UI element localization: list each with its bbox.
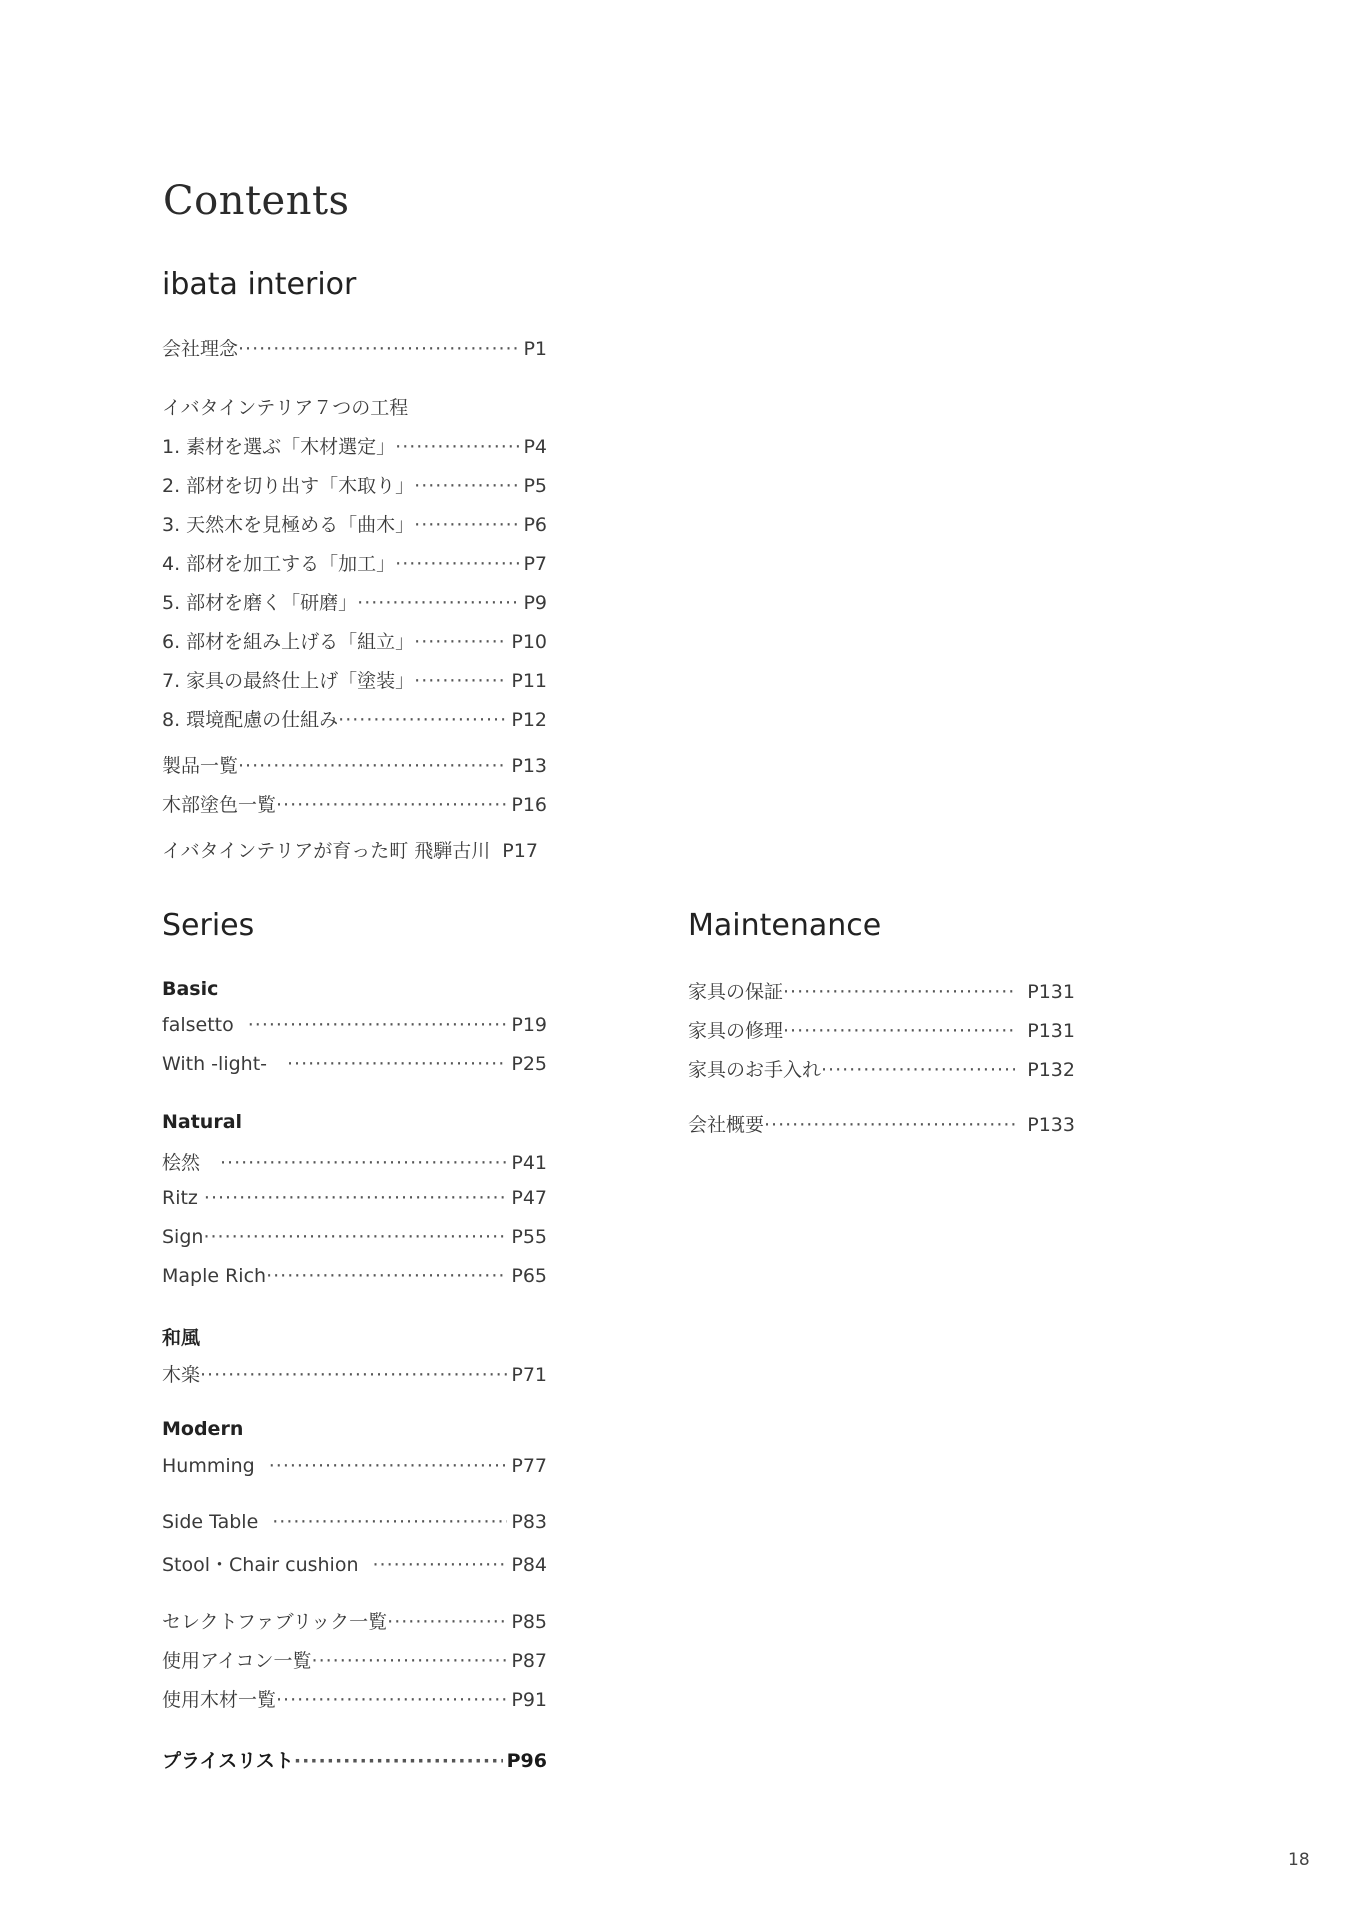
toc-entry-care[interactable] xyxy=(688,1055,1075,1082)
toc-page: P55 xyxy=(511,1226,547,1248)
toc-page: P87 xyxy=(511,1650,547,1672)
leader-dots xyxy=(414,631,507,653)
toc-page: P71 xyxy=(511,1364,547,1386)
toc-page: P13 xyxy=(511,755,547,777)
toc-entry-product-list[interactable] xyxy=(162,751,547,778)
toc-label: falsetto xyxy=(162,1014,234,1036)
toc-entry-repair[interactable] xyxy=(688,1016,1075,1043)
toc-page: P91 xyxy=(511,1689,547,1711)
leader-dots xyxy=(387,1611,507,1633)
leader-dots xyxy=(204,1187,507,1209)
toc-label: 8. 環境配慮の仕組み xyxy=(162,709,339,731)
toc-label: イバタインテリアが育った町 飛騨古川 xyxy=(162,840,491,862)
toc-label: 桧然 xyxy=(162,1152,201,1174)
leader-dots xyxy=(357,592,519,614)
toc-entry-wood-colors[interactable] xyxy=(162,790,547,817)
toc-entry-falsetto[interactable] xyxy=(162,1014,547,1036)
toc-label: 7. 家具の最終仕上げ「塗装」 xyxy=(162,670,415,692)
toc-page: P9 xyxy=(523,592,547,614)
toc-page: P65 xyxy=(511,1265,547,1287)
toc-page: P10 xyxy=(511,631,547,653)
section-heading-series: Series xyxy=(162,908,255,943)
toc-label: 3. 天然木を見極める「曲木」 xyxy=(162,514,415,536)
toc-label: 6. 部材を組み上げる「組立」 xyxy=(162,631,415,653)
toc-entry-side-table[interactable] xyxy=(162,1511,547,1533)
toc-entry-fabric-list[interactable] xyxy=(162,1607,547,1634)
leader-dots xyxy=(414,475,519,497)
leader-dots xyxy=(287,1053,507,1075)
process-heading: イバタインテリア７つの工程 xyxy=(162,397,409,419)
leader-dots xyxy=(266,1265,507,1287)
toc-page: P131 xyxy=(1027,1020,1075,1042)
toc-page: P17 xyxy=(502,840,538,862)
toc-entry-process-1[interactable] xyxy=(162,432,547,459)
toc-entry-process-3[interactable] xyxy=(162,510,547,537)
toc-entry-process-7[interactable] xyxy=(162,666,547,693)
subheading-natural: Natural xyxy=(162,1111,243,1133)
toc-page: P77 xyxy=(511,1455,547,1477)
section-heading-maintenance: Maintenance xyxy=(688,908,882,943)
toc-label: 木部塗色一覧 xyxy=(162,794,277,816)
toc-label: Stool・Chair cushion xyxy=(162,1554,359,1576)
leader-dots xyxy=(200,1364,507,1386)
leader-dots xyxy=(395,553,519,575)
toc-entry-kiraku[interactable] xyxy=(162,1360,547,1387)
toc-label: 会社概要 xyxy=(688,1114,765,1136)
leader-dots xyxy=(764,1114,1015,1136)
toc-label: 使用木材一覧 xyxy=(162,1689,277,1711)
leader-dots xyxy=(414,514,519,536)
toc-entry-humming[interactable] xyxy=(162,1455,547,1477)
toc-page: P6 xyxy=(523,514,547,536)
toc-entry-process-6[interactable] xyxy=(162,627,547,654)
leader-dots xyxy=(414,670,507,692)
toc-label: 家具の保証 xyxy=(688,981,784,1003)
toc-label: プライスリスト xyxy=(162,1750,294,1772)
toc-page: P7 xyxy=(523,553,547,575)
toc-entry-maple-rich[interactable] xyxy=(162,1265,547,1287)
toc-entry-with-light[interactable] xyxy=(162,1053,547,1075)
toc-entry-process-8[interactable] xyxy=(162,705,547,732)
toc-label: 製品一覧 xyxy=(162,755,239,777)
toc-page: P96 xyxy=(506,1750,547,1772)
toc-label: Humming xyxy=(162,1455,255,1477)
toc-page: P12 xyxy=(511,709,547,731)
toc-label: 会社理念 xyxy=(162,338,239,360)
leader-dots xyxy=(238,755,507,777)
toc-entry-process-4[interactable] xyxy=(162,549,547,576)
leader-dots xyxy=(238,338,519,360)
leader-dots xyxy=(312,1650,508,1672)
toc-label: 家具の修理 xyxy=(688,1020,784,1042)
section-heading-ibata-interior: ibata interior xyxy=(162,267,357,302)
toc-page: P41 xyxy=(511,1152,547,1174)
toc-entry-process-2[interactable] xyxy=(162,471,547,498)
toc-label: 1. 素材を選ぶ「木材選定」 xyxy=(162,436,396,458)
toc-entry-ritz[interactable] xyxy=(162,1187,547,1209)
toc-entry-hometown[interactable] xyxy=(162,836,547,863)
toc-entry-sign[interactable] xyxy=(162,1226,547,1248)
toc-label: 5. 部材を磨く「研磨」 xyxy=(162,592,358,614)
leader-dots xyxy=(373,1554,508,1576)
leader-dots xyxy=(276,794,507,816)
toc-label: 木楽 xyxy=(162,1364,201,1386)
toc-page: P16 xyxy=(511,794,547,816)
page-number: 18 xyxy=(1288,1850,1310,1870)
toc-page: P47 xyxy=(511,1187,547,1209)
leader-dots xyxy=(220,1152,507,1174)
subheading-basic: Basic xyxy=(162,978,219,1000)
leader-dots xyxy=(395,436,519,458)
toc-entry-hinoki[interactable] xyxy=(162,1148,547,1175)
toc-label: 4. 部材を加工する「加工」 xyxy=(162,553,396,575)
subheading-wafu: 和風 xyxy=(162,1327,201,1349)
toc-label: With -light- xyxy=(162,1053,268,1075)
toc-label: 家具のお手入れ xyxy=(688,1059,822,1081)
toc-label: セレクトファブリック一覧 xyxy=(162,1611,388,1633)
toc-page: P84 xyxy=(511,1554,547,1576)
toc-page: P85 xyxy=(511,1611,547,1633)
toc-entry-stool-cushion[interactable] xyxy=(162,1550,547,1577)
toc-label: 使用アイコン一覧 xyxy=(162,1650,312,1672)
toc-page: P25 xyxy=(511,1053,547,1075)
toc-page: P19 xyxy=(511,1014,547,1036)
leader-dots xyxy=(248,1014,508,1036)
leader-dots xyxy=(203,1226,507,1248)
toc-page: P1 xyxy=(523,338,547,360)
toc-page: P4 xyxy=(523,436,547,458)
toc-label: Ritz xyxy=(162,1187,198,1209)
toc-entry-wood-list[interactable] xyxy=(162,1685,547,1712)
toc-page: P132 xyxy=(1027,1059,1075,1081)
toc-label: Maple Rich xyxy=(162,1265,267,1287)
toc-entry-pricelist[interactable] xyxy=(162,1746,547,1773)
toc-page: P83 xyxy=(511,1511,547,1533)
toc-label: Sign xyxy=(162,1226,204,1248)
toc-page: P131 xyxy=(1027,981,1075,1003)
leader-dots xyxy=(783,981,1015,1003)
leader-dots xyxy=(272,1511,507,1533)
subheading-modern: Modern xyxy=(162,1418,244,1440)
leader-dots xyxy=(276,1689,507,1711)
leader-dots xyxy=(821,1059,1015,1081)
toc-entry-company-profile[interactable] xyxy=(688,1110,1075,1137)
toc-page: P5 xyxy=(523,475,547,497)
leader-dots xyxy=(783,1020,1015,1042)
toc-entry-process-5[interactable] xyxy=(162,588,547,615)
toc-entry-philosophy[interactable] xyxy=(162,334,547,361)
toc-label: Side Table xyxy=(162,1511,259,1533)
toc-entry-warranty[interactable] xyxy=(688,977,1075,1004)
leader-dots xyxy=(294,1750,503,1772)
leader-dots xyxy=(269,1455,508,1477)
toc-page: P11 xyxy=(511,670,547,692)
toc-label: 2. 部材を切り出す「木取り」 xyxy=(162,475,415,497)
page-title: Contents xyxy=(163,178,350,224)
toc-entry-icon-list[interactable] xyxy=(162,1646,547,1673)
toc-page: P133 xyxy=(1027,1114,1075,1136)
leader-dots xyxy=(338,709,507,731)
